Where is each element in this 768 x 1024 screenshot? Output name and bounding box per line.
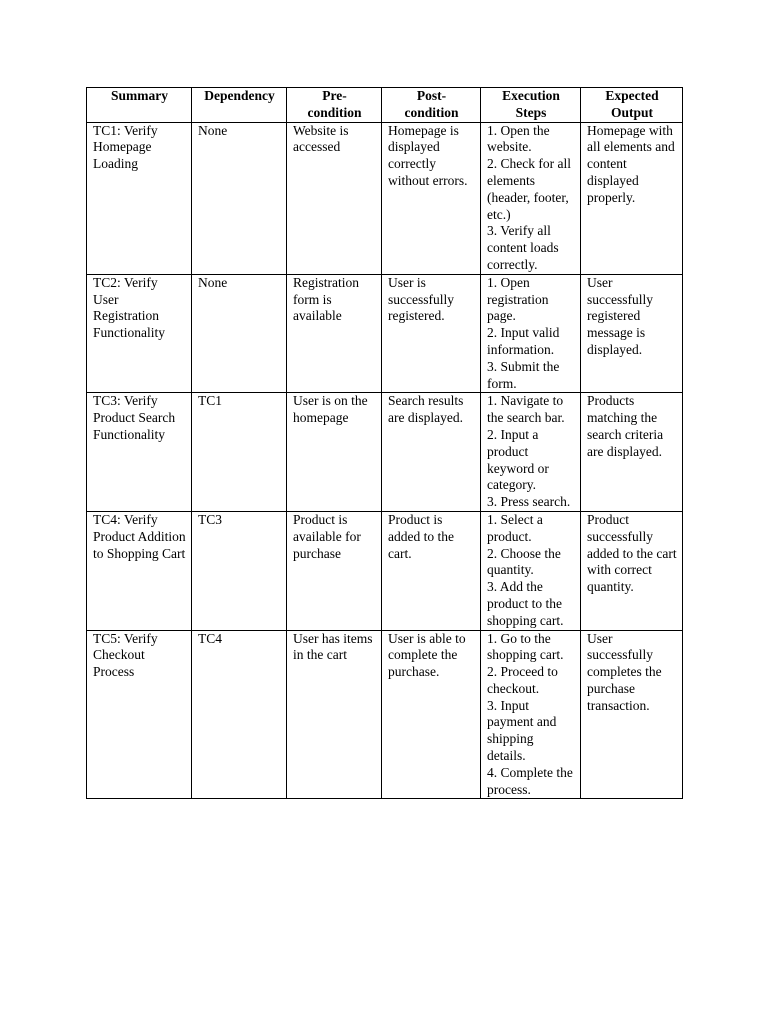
cell-summary: TC2: Verify User Registration Functionality [87, 274, 192, 393]
step-item: 3. Submit the form. [487, 358, 560, 391]
cell-precondition: Registration form is available [287, 274, 382, 393]
step-item: 2. Check for all elements (header, footer, etc.) [487, 156, 571, 222]
step-item: 2. Input valid information. [487, 325, 560, 357]
step-item: 2. Input a product keyword or category. [487, 426, 549, 493]
table-row [87, 630, 683, 799]
cell-summary: TC5: Verify Checkout Process [87, 630, 192, 799]
cell-dependency: TC4 [192, 630, 287, 799]
table-body [87, 122, 683, 799]
header-summary: Summary [87, 88, 192, 123]
step-item: 1. Open registration page. [487, 274, 549, 324]
step-item: 1. Go to the shopping cart. [487, 630, 564, 663]
cell-summary: TC4: Verify Product Addition to Shopping Cart [87, 511, 192, 630]
cell-execution-steps [481, 511, 581, 630]
cell-expected-output: User successfully registered message is displayed. [581, 274, 683, 393]
cell-postcondition: Homepage is displayed correctly without errors. [382, 122, 481, 274]
table-row [87, 274, 683, 393]
header-precondition: Pre- condition [287, 88, 382, 123]
header-row [87, 88, 683, 123]
step-item: 2. Choose the quantity. [487, 545, 561, 578]
cell-dependency: None [192, 122, 287, 274]
cell-expected-output: Homepage with all elements and content displayed properly. [581, 122, 683, 274]
cell-precondition: User is on the homepage [287, 393, 382, 512]
cell-postcondition: User is successfully registered. [382, 274, 481, 393]
step-item: 3. Add the product to the shopping cart. [487, 579, 564, 628]
test-case-table [86, 87, 683, 799]
step-item: 3. Press search. [487, 494, 571, 510]
cell-execution-steps [481, 630, 581, 799]
cell-execution-steps [481, 274, 581, 393]
cell-expected-output: User successfully completes the purchase transaction. [581, 630, 683, 799]
cell-precondition: Product is available for purchase [287, 511, 382, 630]
cell-postcondition: User is able to complete the purchase. [382, 630, 481, 799]
table-row [87, 122, 683, 274]
cell-dependency: TC1 [192, 393, 287, 512]
step-item: 1. Select a product. [487, 511, 543, 544]
step-item: 1. Open the website. [487, 122, 550, 155]
header-execution-steps: Execution Steps [481, 88, 581, 123]
cell-postcondition: Search results are displayed. [382, 393, 481, 512]
cell-expected-output: Product successfully added to the cart with correct quantity. [581, 511, 683, 630]
step-item: 1. Navigate to the search bar. [487, 393, 565, 426]
cell-precondition: Website is accessed [287, 122, 382, 274]
header-dependency: Dependency [192, 88, 287, 123]
cell-expected-output: Products matching the search criteria are displayed. [581, 393, 683, 512]
step-item: 3. Input payment and shipping details. [487, 697, 557, 764]
header-expected-output: Expected Output [581, 88, 683, 123]
cell-summary: TC1: Verify Homepage Loading [87, 122, 192, 274]
cell-execution-steps [481, 393, 581, 512]
table-row [87, 393, 683, 512]
step-item: 2. Proceed to checkout. [487, 664, 558, 696]
step-item: 3. Verify all content loads correctly. [487, 223, 559, 272]
cell-summary: TC3: Verify Product Search Functionality [87, 393, 192, 512]
cell-dependency: None [192, 274, 287, 393]
cell-execution-steps [481, 122, 581, 274]
table-header [87, 88, 683, 123]
table-row [87, 511, 683, 630]
header-postcondition: Post- condition [382, 88, 481, 123]
cell-dependency: TC3 [192, 511, 287, 630]
cell-postcondition: Product is added to the cart. [382, 511, 481, 630]
cell-precondition: User has items in the cart [287, 630, 382, 799]
step-item: 4. Complete the process. [487, 764, 573, 797]
